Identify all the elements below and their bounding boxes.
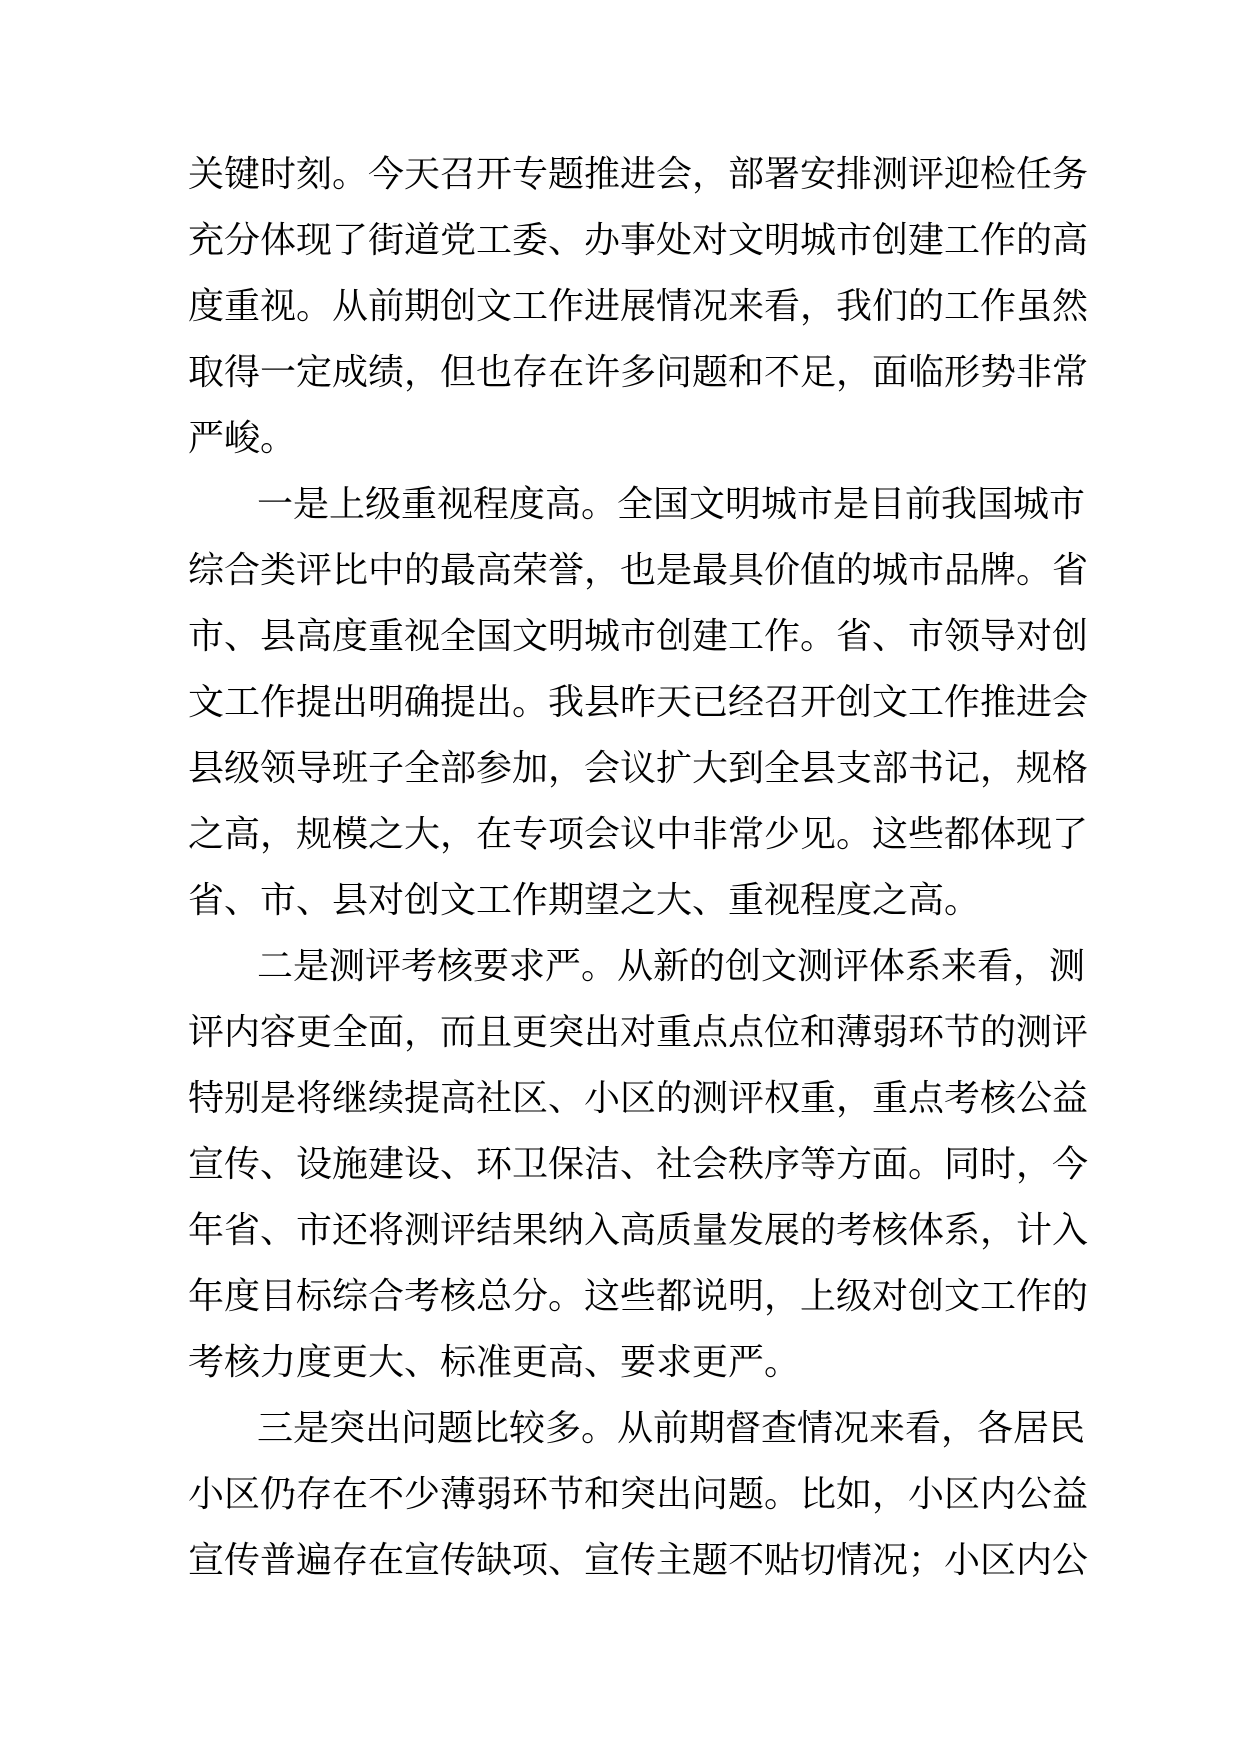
text-line: 省、市、县对创文工作期望之大、重视程度之高。 xyxy=(188,880,981,921)
text-line: 文工作提出明确提出。我县昨天已经召开创文工作推进会 xyxy=(188,682,1089,723)
text-line: 年度目标综合考核总分。这些都说明，上级对创文工作的 xyxy=(188,1276,1089,1317)
text-line: 市、县高度重视全国文明城市创建工作。省、市领导对创 xyxy=(188,616,1089,657)
text-line: 充分体现了街道党工委、办事处对文明城市创建工作的高 xyxy=(188,220,1089,261)
text-line: 特别是将继续提高社区、小区的测评权重，重点考核公益 xyxy=(188,1078,1089,1119)
text-line: 评内容更全面，而且更突出对重点点位和薄弱环节的测评 xyxy=(188,1012,1089,1053)
paragraph-first-line: 三是突出问题比较多。从前期督查情况来看，各居民 xyxy=(257,1408,1086,1449)
text-line: 综合类评比中的最高荣誉，也是最具价值的城市品牌。省 xyxy=(188,550,1089,591)
text-line: 考核力度更大、标准更高、要求更严。 xyxy=(188,1342,801,1383)
text-line: 严峻。 xyxy=(188,418,297,459)
text-line: 年省、市还将测评结果纳入高质量发展的考核体系，计入 xyxy=(188,1210,1089,1251)
paragraph-first-line: 二是测评考核要求严。从新的创文测评体系来看，测 xyxy=(257,946,1086,987)
text-line: 度重视。从前期创文工作进展情况来看，我们的工作虽然 xyxy=(188,286,1089,327)
text-line: 小区仍存在不少薄弱环节和突出问题。比如，小区内公益 xyxy=(188,1474,1089,1515)
text-line: 之高，规模之大，在专项会议中非常少见。这些都体现了 xyxy=(188,814,1089,855)
text-line: 宣传、设施建设、环卫保洁、社会秩序等方面。同时，今 xyxy=(188,1144,1089,1185)
text-line: 取得一定成绩，但也存在许多问题和不足，面临形势非常 xyxy=(188,352,1089,393)
paragraph-first-line: 一是上级重视程度高。全国文明城市是目前我国城市 xyxy=(257,484,1086,525)
text-line: 宣传普遍存在宣传缺项、宣传主题不贴切情况；小区内公 xyxy=(188,1540,1089,1581)
text-line: 县级领导班子全部参加，会议扩大到全县支部书记，规格 xyxy=(188,748,1089,789)
text-line: 关键时刻。今天召开专题推进会，部署安排测评迎检任务 xyxy=(188,154,1089,195)
